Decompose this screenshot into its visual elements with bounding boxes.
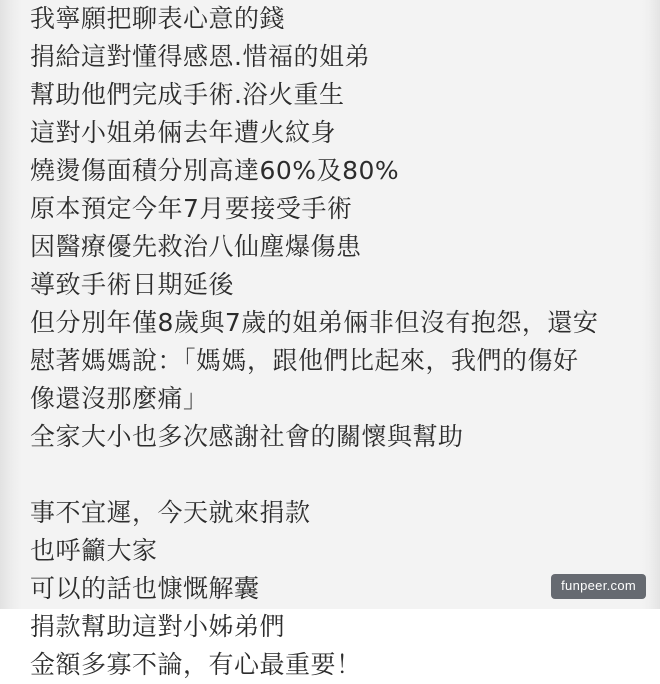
text-line: 全家大小也多次感謝社會的關懷與幫助 xyxy=(30,422,464,451)
text-line: 幫助他們完成手術.浴火重生 xyxy=(30,80,345,109)
text-line: 也呼籲大家 xyxy=(30,536,158,565)
text-line: 慰著媽媽說：「媽媽，跟他們比起來，我們的傷好 xyxy=(30,346,579,375)
left-edge-shading xyxy=(0,0,22,609)
text-line: 捐給這對懂得感恩.惜福的姐弟 xyxy=(30,42,370,71)
right-edge-shading xyxy=(642,0,660,609)
text-line: 燒燙傷面積分別高達60%及80% xyxy=(30,156,400,185)
text-line: 這對小姐弟倆去年遭火紋身 xyxy=(30,118,337,147)
text-line: 因醫療優先救治八仙塵爆傷患 xyxy=(30,232,362,261)
text-line: 捐款幫助這對小姊弟們 xyxy=(30,612,286,641)
text-line: 事不宜遲，今天就來捐款 xyxy=(30,498,311,527)
text-line: 原本預定今年7月要接受手術 xyxy=(30,194,353,223)
text-line: 導致手術日期延後 xyxy=(30,270,235,299)
text-line-blank xyxy=(30,456,632,494)
document-text-block xyxy=(30,0,632,684)
text-line: 可以的話也慷慨解囊 xyxy=(30,574,260,603)
text-line: 金額多寡不論，有心最重要！ xyxy=(30,650,362,679)
text-line: 像還沒那麼痛」 xyxy=(30,384,209,413)
text-line: 但分別年僅8歲與7歲的姐弟倆非但沒有抱怨，還安 xyxy=(30,308,599,337)
text-line: 我寧願把聊表心意的錢 xyxy=(30,4,286,33)
watermark-badge: funpeer.com xyxy=(551,574,646,599)
